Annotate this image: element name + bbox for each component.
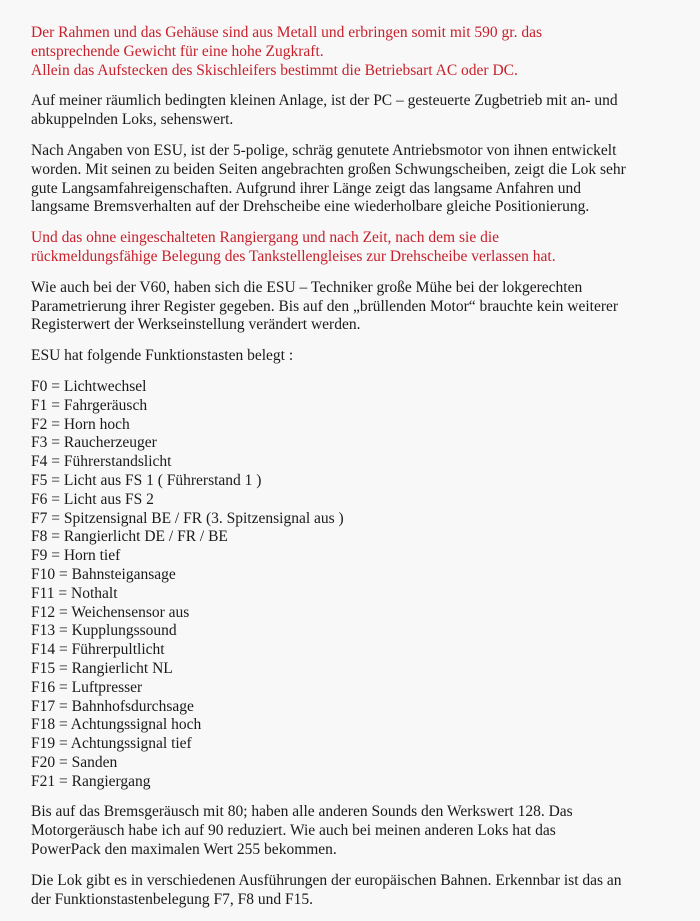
text-line: der Funktionstastenbelegung F7, F8 und F15.: [31, 890, 314, 908]
function-item: F21 = Rangiergang: [31, 772, 151, 790]
function-item: F8 = Rangierlicht DE / FR / BE: [31, 528, 228, 546]
function-item: F0 = Lichtwechsel: [31, 377, 147, 395]
text-line: Die Lok gibt es in verschiedenen Ausführungen der europäischen Bahnen. Erkennbar ist das an: [31, 871, 622, 889]
function-item: F1 = Fahrgeräusch: [31, 396, 148, 414]
function-item: F5 = Licht aus FS 1 ( Führerstand 1 ): [31, 471, 262, 489]
function-item: F3 = Raucherzeuger: [31, 434, 157, 452]
text-line: Registerwert der Werkseinstellung verändert werden.: [31, 316, 361, 334]
function-item: F4 = Führerstandslicht: [31, 453, 172, 471]
text-line: Wie auch bei der V60, haben sich die ESU – Techniker große Mühe bei der lokgerechten: [31, 278, 583, 296]
function-item: F2 = Horn hoch: [31, 415, 130, 433]
text-line: Bis auf das Bremsgeräusch mit 80; haben alle anderen Sounds den Werkswert 128. Das: [31, 803, 573, 821]
function-item: F16 = Luftpresser: [31, 678, 143, 696]
text-line: Parametrierung ihrer Register gegeben. Bis auf den „brüllenden Motor“ brauchte kein weiterer: [31, 297, 619, 315]
function-key-list: [31, 378, 671, 792]
text-line: entsprechende Gewicht für eine hohe Zugkraft.: [31, 42, 324, 60]
function-item: F13 = Kupplungssound: [31, 622, 177, 640]
function-item: F12 = Weichensensor aus: [31, 603, 190, 621]
text-line: PowerPack den maximalen Wert 255 bekommen.: [31, 841, 337, 859]
function-item: F11 = Nothalt: [31, 584, 118, 602]
text-line: Auf meiner räumlich bedingten kleinen Anlage, ist der PC – gesteuerte Zugbetrieb mit an- und: [31, 92, 618, 110]
sounds-paragraph: [31, 803, 671, 859]
text-line: Motorgeräusch habe ich auf 90 reduziert. Wie auch bei meinen anderen Loks hat das: [31, 822, 556, 840]
text-line: Der Rahmen und das Gehäuse sind aus Metall und erbringen somit mit 590 gr. das: [31, 24, 542, 41]
function-item: F18 = Achtungssignal hoch: [31, 716, 202, 734]
text-line: rückmeldungsfähige Belegung des Tankstellengleises zur Drehscheibe verlassen hat.: [31, 247, 556, 265]
function-item: F7 = Spitzensignal BE / FR (3. Spitzensignal aus ): [31, 509, 344, 527]
function-item: F14 = Führerpultlicht: [31, 641, 165, 659]
function-item: F10 = Bahnsteigansage: [31, 565, 176, 583]
document-page: [31, 24, 671, 921]
function-item: F17 = Bahnhofsdurchsage: [31, 697, 194, 715]
layout-paragraph: [31, 92, 671, 130]
function-item: F9 = Horn tief: [31, 547, 121, 565]
text-line: Nach Angaben von ESU, ist der 5-polige, schräg genutete Antriebsmotor von ihnen entwickelt: [31, 141, 617, 159]
function-item: F20 = Sanden: [31, 753, 118, 771]
text-line: langsame Bremsverhalten auf der Drehscheibe eine wiederholbare gleiche Positionierung.: [31, 198, 590, 216]
versions-paragraph: [31, 872, 671, 910]
function-item: F6 = Licht aus FS 2: [31, 490, 154, 508]
function-list-intro: ESU hat folgende Funktionstasten belegt :: [31, 347, 294, 365]
text-line: Allein das Aufstecken des Skischleifers bestimmt die Betriebsart AC oder DC.: [31, 61, 518, 79]
text-line: gute Langsamfahreigenschaften. Aufgrund ihrer Länge zeigt das langsame Anfahren und: [31, 179, 582, 197]
text-line: Und das ohne eingeschalteten Rangiergang und nach Zeit, nach dem sie die: [31, 229, 500, 247]
text-line: worden. Mit seinen zu beiden Seiten angebrachten großen Schwungscheiben, zeigt die Lok sehr: [31, 160, 626, 178]
motor-paragraph: [31, 142, 671, 217]
intro-paragraph-red: [31, 24, 671, 80]
shunting-paragraph-red: [31, 229, 671, 267]
function-item: F15 = Rangierlicht NL: [31, 659, 173, 677]
text-line: abkuppelnden Loks, sehenswert.: [31, 111, 234, 129]
function-item: F19 = Achtungssignal tief: [31, 735, 192, 753]
v60-paragraph: [31, 279, 671, 335]
